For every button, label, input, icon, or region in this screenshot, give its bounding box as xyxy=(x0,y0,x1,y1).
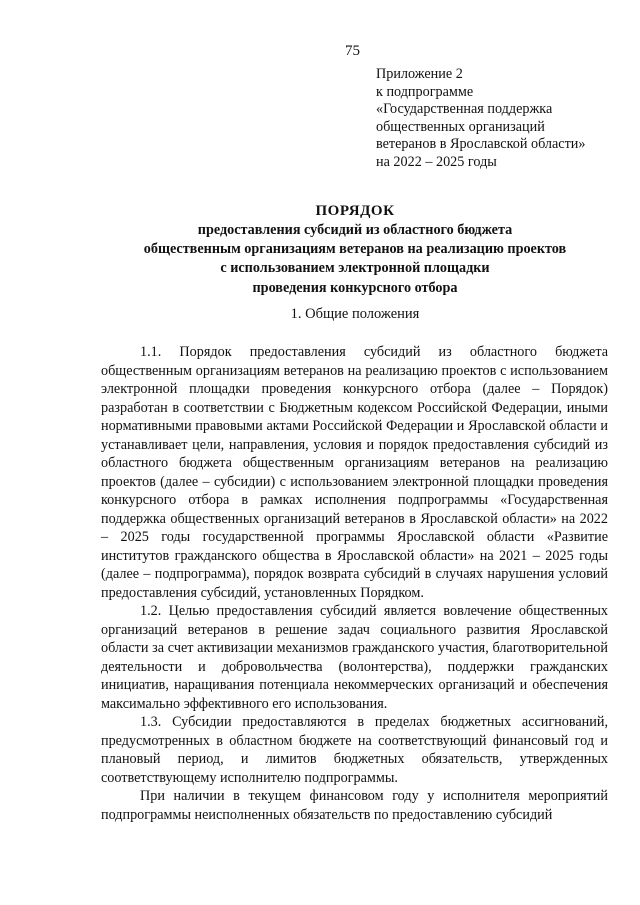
title-subtitle-line: проведения конкурсного отбора xyxy=(252,279,458,296)
title-subtitle-line: общественным организациям ветеранов на реализацию проектов xyxy=(143,241,567,258)
section-heading: 1. Общие положения xyxy=(290,306,420,322)
appendix-line: общественных организаций xyxy=(376,118,545,135)
appendix-header xyxy=(376,66,626,172)
appendix-line: «Государственная поддержка xyxy=(376,101,553,118)
title-main: ПОРЯДОК xyxy=(315,203,395,219)
title-subtitle-line: предоставления субсидий из областного бюджета xyxy=(197,222,513,238)
appendix-line: ветеранов в Ярославской области» xyxy=(376,136,586,153)
appendix-line: к подпрограмме xyxy=(376,83,474,100)
paragraph-continuation: При наличии в текущем финансовом году у исполнителя мероприятий подпрограммы неисполненных обязательств по предоставлению субсидий xyxy=(101,788,608,823)
appendix-line: Приложение 2 xyxy=(376,66,463,82)
page-number: 75 xyxy=(345,43,360,59)
document-title xyxy=(90,201,620,298)
paragraph-1-2: 1.2. Целью предоставления субсидий является вовлечение общественных организаций ветеранов в решение задач социального развития Ярославской области за счет активизации механизмов гражданского участия, благотворительной деятельности и добровольчества (волонтерства), поддержки гражданских инициатив, наращивания потенциала некоммерческих организаций и обеспечения максимально эффективного его использования. xyxy=(101,603,608,712)
title-subtitle-line: с использованием электронной площадки xyxy=(220,260,490,277)
body-text xyxy=(101,343,608,824)
paragraph-1-1: 1.1. Порядок предоставления субсидий из областного бюджета общественным организациям ветеранов на реализацию проектов с использованием электронной площадки проведения конкурсного отбора (далее – Порядок) разработан в соответствии с Бюджетным кодексом Российской Федерации, иными нормативными правовыми актами Российской Федерации и Ярославской области и устанавливает цели, направления, условия и порядок предоставления субсидий из областного бюджета общественным организациям ветеранов на реализацию проектов (далее – субсидии) с использованием электронной площадки проведения конкурсного отбора в рамках исполнения подпрограммы «Государственная поддержка общественных организаций ветеранов в Ярославской области» на 2022 – 2025 годы государственной программы Ярославской области «Развитие институтов гражданского общества в Ярославской области» на 2021 – 2025 годы (далее – подпрограмма), порядок возврата субсидий в случаях нарушения условий предоставления субсидий, установленных Порядком. xyxy=(101,344,608,601)
paragraph-1-3: 1.3. Субсидии предоставляются в пределах бюджетных ассигнований, предусмотренных в областном бюджете на соответствующий финансовый год и плановый период, и лимитов бюджетных обязательств, утвержденных соответствующему исполнителю подпрограммы. xyxy=(101,714,608,786)
appendix-line: на 2022 – 2025 годы xyxy=(376,153,497,170)
